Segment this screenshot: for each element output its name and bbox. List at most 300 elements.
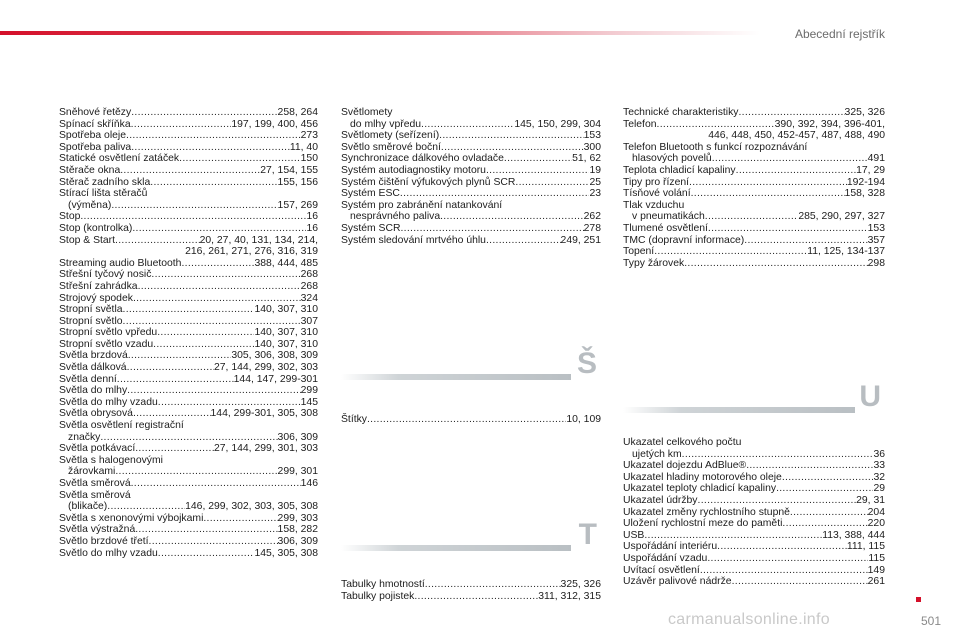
entry-pages: 298	[867, 257, 885, 269]
entry-pages: 155, 156	[277, 176, 318, 188]
dot-leader	[400, 188, 590, 200]
index-entry	[623, 565, 885, 577]
entry-term: Světla obrysová	[59, 408, 133, 420]
watermark: carmanualsonline.info	[668, 611, 830, 628]
entry-term: Stírací lišta stěračů	[59, 188, 148, 200]
entry-term: Streaming audio Bluetooth	[59, 257, 182, 269]
index-entry	[341, 107, 601, 130]
index-entry	[59, 478, 318, 490]
dot-leader	[131, 142, 290, 154]
dot-leader	[133, 293, 301, 305]
entry-term: Světla osvětlení registrační	[59, 420, 184, 432]
entry-pages: 16	[306, 222, 318, 234]
entry-term: Světlo do mlhy vzadu	[59, 547, 158, 559]
entry-term: (blikače)	[68, 501, 108, 513]
index-entry	[623, 235, 885, 247]
page-title: Abecední rejstřík	[794, 27, 885, 41]
index-entry	[59, 223, 318, 235]
entry-term: Telefon Bluetooth s funkcí rozpoznávání	[623, 141, 808, 153]
index-entry	[59, 211, 318, 223]
entry-pages: 33	[873, 460, 885, 472]
section-letter: T	[578, 518, 597, 551]
entry-pages: 268	[300, 280, 318, 292]
entry-term: Štítky	[341, 414, 367, 425]
index-entry	[623, 246, 885, 258]
dot-leader	[657, 119, 775, 131]
index-entry	[59, 316, 318, 328]
index-column-3	[623, 107, 885, 269]
entry-term: (výměna)	[68, 199, 112, 211]
entry-pages: 16	[306, 211, 318, 223]
dot-leader	[133, 408, 211, 420]
entry-pages: 157, 269	[277, 199, 318, 211]
dot-leader	[414, 591, 538, 603]
entry-term: Tabulky pojistek	[341, 590, 415, 602]
entry-pages: 158, 328	[844, 188, 885, 200]
dot-leader	[131, 119, 232, 131]
entry-pages: 158, 282	[277, 524, 318, 536]
dot-leader	[126, 130, 301, 142]
entry-pages: 150	[300, 153, 318, 165]
entry-term: Tabulky hmotností	[341, 579, 425, 590]
entry-pages: 491	[867, 153, 885, 165]
entry-term: Ukazatel celkového počtu	[623, 437, 742, 448]
dot-leader	[135, 524, 277, 536]
entry-term: Ukazatel teploty chladicí kapaliny	[623, 483, 777, 495]
index-entry	[59, 408, 318, 420]
entry-term: Sněhové řetězy	[59, 107, 132, 118]
entry-pages: 261	[867, 576, 885, 588]
index-section-s	[341, 414, 601, 426]
entry-pages: 10, 109	[566, 414, 601, 425]
entry-pages: 268	[300, 269, 318, 281]
dot-leader	[684, 258, 867, 270]
dot-leader	[782, 518, 867, 530]
dot-leader	[149, 536, 278, 548]
entry-pages: 115	[868, 552, 885, 564]
entry-term: Tlumené osvětlení	[623, 222, 708, 234]
entry-term: Stropní světla	[59, 304, 123, 316]
index-entry	[59, 350, 318, 362]
dot-leader	[739, 107, 845, 119]
index-entry	[59, 524, 318, 536]
dot-leader	[736, 165, 856, 177]
dot-leader	[132, 223, 306, 235]
entry-term: Topení	[623, 246, 655, 258]
index-entry	[623, 165, 885, 177]
entry-term: Statické osvětlení zatáček	[59, 153, 180, 165]
entry-pages: 25	[589, 176, 601, 188]
section-divider-t	[341, 518, 601, 558]
index-section-t	[341, 579, 601, 602]
index-entry	[623, 541, 885, 553]
index-entry	[59, 165, 318, 177]
index-entry	[341, 235, 601, 247]
dot-leader	[107, 501, 185, 513]
index-entry	[341, 591, 601, 603]
index-entry	[341, 188, 601, 200]
index-entry	[59, 142, 318, 154]
index-entry	[623, 553, 885, 565]
dot-leader	[115, 466, 277, 478]
index-entry	[59, 177, 318, 189]
entry-term: Světla s xenonovými výbojkami	[59, 512, 204, 524]
index-entry	[59, 258, 318, 270]
dot-leader	[441, 142, 584, 154]
entry-term: Uzávěr palivové nádrže	[623, 576, 732, 588]
entry-term: Systém čištění výfukových plynů SCR	[341, 176, 516, 188]
entry-pages: 153	[583, 130, 601, 142]
index-entry	[623, 472, 885, 484]
entry-term: Spotřeba oleje	[59, 130, 127, 142]
index-entry	[59, 119, 318, 131]
entry-pages: 11, 125, 134-137	[807, 246, 885, 258]
entry-term: Technické charakteristiky	[623, 107, 739, 118]
index-entry	[59, 339, 318, 351]
dot-leader	[111, 200, 277, 212]
dot-leader	[689, 177, 847, 189]
dot-leader	[746, 460, 873, 472]
entry-pages: 305, 306, 308, 309	[231, 350, 318, 362]
index-entry	[623, 223, 885, 235]
index-entry	[59, 281, 318, 293]
entry-pages: 140, 307, 310	[254, 304, 318, 316]
entry-pages: 307	[300, 315, 318, 327]
dot-leader	[115, 235, 200, 247]
index-entry	[623, 460, 885, 472]
dot-leader	[179, 153, 301, 165]
entry-term: Světla s halogenovými	[59, 454, 163, 466]
index-entry	[59, 420, 318, 443]
entry-pages: 140, 307, 310	[254, 338, 318, 350]
index-entry	[341, 130, 601, 142]
index-entry	[623, 200, 885, 223]
dot-leader	[654, 246, 807, 258]
index-entry	[59, 385, 318, 397]
entry-term: Uspořádání vzadu	[623, 552, 708, 564]
entry-pages: 113, 388, 444	[822, 529, 885, 541]
dot-leader	[515, 177, 589, 189]
entry-term: Světla směrová	[59, 489, 131, 501]
entry-pages: 11, 40	[289, 141, 318, 153]
dot-leader	[682, 449, 874, 461]
section-divider-bar	[341, 374, 571, 380]
entry-term: hlasových povelů	[632, 153, 712, 165]
dot-leader	[120, 165, 260, 177]
entry-pages: 299, 301	[277, 466, 318, 478]
entry-term: Stop (kontrolka)	[59, 222, 133, 234]
dot-leader	[776, 483, 873, 495]
index-entry	[59, 304, 318, 316]
dot-leader	[691, 188, 845, 200]
entry-pages: 20, 27, 40, 131, 134, 214,	[199, 234, 318, 246]
index-entry	[59, 362, 318, 374]
entry-term: Systém autodiagnostiky motoru	[341, 164, 486, 176]
dot-leader	[181, 258, 254, 270]
entry-pages: 36	[873, 448, 885, 460]
entry-term: Synchronizace dálkového ovladače	[341, 153, 504, 165]
index-entry	[623, 507, 885, 519]
entry-pages: 325, 326	[560, 579, 601, 590]
dot-leader	[151, 269, 300, 281]
entry-term: značky	[68, 431, 101, 443]
entry-term: Světla do mlhy vzadu	[59, 396, 158, 408]
section-divider-bar	[623, 407, 855, 413]
entry-pages: 29, 31	[856, 494, 885, 506]
entry-term: Stěrač zadního skla	[59, 176, 151, 188]
entry-pages: 144, 299-301, 305, 308	[210, 408, 318, 420]
dot-leader	[708, 223, 868, 235]
entry-term: Ukazatel dojezdu AdBlue®	[623, 460, 747, 472]
index-column-2	[341, 107, 601, 246]
index-entry	[341, 414, 601, 426]
entry-pages: 299	[300, 385, 318, 397]
dot-leader	[80, 211, 306, 223]
index-entry	[623, 530, 885, 542]
page-number: 501	[921, 614, 942, 628]
entry-term: v pneumatikách	[632, 211, 705, 223]
dot-leader	[732, 576, 868, 588]
dot-leader	[705, 211, 799, 223]
dot-leader	[153, 339, 254, 351]
index-entry	[623, 518, 885, 530]
entry-pages: 390, 392, 394, 396-401,	[774, 118, 885, 130]
index-entry	[341, 142, 601, 154]
entry-term: Spotřeba paliva	[59, 141, 132, 153]
index-entry	[59, 443, 318, 455]
dot-leader	[158, 548, 255, 560]
dot-leader	[782, 472, 874, 484]
page-marker	[916, 597, 921, 602]
entry-term: Uvítací osvětlení	[623, 564, 700, 576]
entry-pages: 146	[300, 478, 318, 489]
entry-pages: 311, 312, 315	[538, 590, 601, 602]
entry-term: Střešní tyčový nosič	[59, 269, 152, 281]
entry-term: Tlak vzduchu	[623, 199, 685, 211]
dot-leader	[717, 541, 847, 553]
entry-term: Stropní světlo	[59, 315, 123, 327]
entry-pages: 149	[867, 564, 885, 576]
section-letter: Š	[576, 347, 597, 380]
index-entry	[59, 235, 318, 258]
dot-leader	[128, 350, 232, 362]
index-column-1	[59, 107, 318, 559]
entry-pages: 146, 299, 302, 303, 305, 308	[185, 501, 318, 513]
entry-term: Systém SCR	[341, 222, 401, 234]
entry-pages: 192-194	[846, 176, 885, 188]
index-entry	[59, 536, 318, 548]
entry-term: Střešní zahrádka	[59, 280, 138, 292]
dot-leader	[131, 107, 277, 119]
entry-term: Stěrače okna	[59, 164, 121, 176]
entry-term: ujetých km	[632, 448, 682, 460]
entry-term: Světla denní	[59, 373, 117, 385]
entry-pages: 258, 264	[277, 107, 318, 118]
entry-term: Teplota chladicí kapaliny	[623, 164, 736, 176]
entry-term: Světlomety (seřízení)	[341, 130, 440, 142]
entry-pages: 262	[583, 211, 601, 223]
dot-leader	[127, 385, 301, 397]
entry-term: Uložení rychlostní meze do paměti	[623, 518, 783, 530]
index-entry	[623, 483, 885, 495]
entry-term: nesprávného paliva	[350, 211, 441, 223]
index-entry	[341, 153, 601, 165]
entry-pages: 249, 251	[560, 234, 601, 246]
dot-leader	[698, 495, 857, 507]
entry-pages: 300	[583, 141, 601, 153]
entry-term: Světla výstražná	[59, 524, 136, 536]
dot-leader	[127, 362, 214, 374]
entry-term: Světla směrová	[59, 478, 131, 489]
entry-term: Stop & Start	[59, 234, 116, 246]
entry-pages: 32	[873, 471, 885, 483]
index-entry	[59, 490, 318, 513]
index-entry	[623, 495, 885, 507]
section-divider-bar	[341, 545, 571, 551]
entry-pages: 17, 29	[856, 164, 885, 176]
entry-term: žárovkami	[68, 466, 116, 478]
dot-leader	[504, 153, 572, 165]
entry-pages: 145	[300, 396, 318, 408]
entry-pages: 306, 309	[277, 431, 318, 443]
index-entry	[623, 576, 885, 588]
entry-pages: 220	[867, 518, 885, 530]
index-entry	[59, 513, 318, 525]
entry-pages: 197, 199, 400, 456	[231, 118, 318, 130]
entry-term: Světla brzdová	[59, 350, 128, 362]
entry-pages: 388, 444, 485	[254, 257, 318, 269]
dot-leader	[421, 119, 514, 131]
entry-pages: 278	[583, 222, 601, 234]
entry-pages: 27, 154, 155	[260, 164, 318, 176]
entry-pages: 145, 305, 308	[254, 547, 318, 559]
entry-pages: 446, 448, 450, 452-457, 487, 488, 490	[708, 130, 885, 142]
entry-pages: 324	[300, 292, 318, 304]
index-entry	[59, 153, 318, 165]
entry-pages: 285, 290, 297, 327	[798, 211, 885, 223]
index-entry	[59, 327, 318, 339]
dot-leader	[712, 153, 868, 165]
dot-leader	[744, 235, 867, 247]
entry-pages: 23	[589, 188, 601, 200]
entry-term: Uspořádání interiéru	[623, 541, 718, 553]
index-entry	[59, 374, 318, 386]
entry-term: Telefon	[623, 118, 657, 130]
dot-leader	[158, 397, 301, 409]
entry-term: Světla dálková	[59, 362, 127, 374]
dot-leader	[138, 281, 301, 293]
dot-leader	[117, 374, 234, 386]
index-entry	[341, 579, 601, 591]
index-entry	[623, 177, 885, 189]
entry-term: Systém sledování mrtvého úhlu	[341, 234, 486, 246]
dot-leader	[486, 235, 561, 247]
index-entry	[341, 223, 601, 235]
entry-term: Ukazatel údržby	[623, 494, 698, 506]
entry-pages: 153	[867, 222, 885, 234]
entry-term: Systém ESC	[341, 188, 400, 200]
entry-term: do mlhy vpředu	[350, 118, 422, 130]
entry-pages: 306, 309	[277, 535, 318, 547]
index-entry	[623, 258, 885, 270]
section-divider-u	[623, 380, 885, 420]
header-red-bar	[0, 31, 760, 35]
entry-term: Tísňové volání	[623, 188, 691, 200]
index-entry	[59, 397, 318, 409]
index-entry	[341, 177, 601, 189]
entry-pages: 19	[589, 164, 601, 176]
entry-term: Stropní světlo vzadu	[59, 338, 154, 350]
dot-leader	[123, 316, 301, 328]
index-entry	[59, 269, 318, 281]
entry-pages: 27, 144, 299, 302, 303	[214, 362, 318, 374]
entry-term: Stop	[59, 211, 81, 223]
index-entry	[341, 165, 601, 177]
entry-pages: 299, 303	[277, 512, 318, 524]
entry-pages: 204	[867, 506, 885, 518]
dot-leader	[707, 553, 868, 565]
dot-leader	[367, 414, 566, 426]
dot-leader	[439, 130, 583, 142]
entry-term: Spínací skříňka	[59, 118, 131, 130]
index-section-u	[623, 437, 885, 588]
index-entry	[59, 107, 318, 119]
entry-term: Světlo brzdové třetí	[59, 535, 149, 547]
entry-pages: 357	[867, 234, 885, 246]
entry-pages: 145, 150, 299, 304	[514, 118, 601, 130]
dot-leader	[135, 443, 214, 455]
dot-leader	[644, 530, 822, 542]
entry-pages: 27, 144, 299, 301, 303	[214, 443, 318, 455]
entry-term: USB	[623, 529, 645, 541]
entry-term: Stropní světlo vpředu	[59, 327, 158, 339]
index-entry	[59, 293, 318, 305]
entry-term: Světla potkávací	[59, 443, 136, 455]
entry-term: Světlo směrové boční	[341, 141, 441, 153]
entry-pages: 111, 115	[846, 541, 885, 553]
entry-term: TMC (dopravní informace)	[623, 234, 745, 246]
index-entry	[623, 107, 885, 119]
entry-term: Ukazatel změny rychlostního stupně	[623, 506, 790, 518]
dot-leader	[100, 432, 277, 444]
dot-leader	[440, 211, 584, 223]
dot-leader	[425, 579, 561, 591]
dot-leader	[203, 513, 277, 525]
entry-pages: 216, 261, 271, 276, 316, 319	[185, 246, 318, 258]
entry-pages: 29	[873, 483, 885, 495]
entry-term: Systém pro zabránění natankování	[341, 199, 503, 211]
entry-pages: 273	[300, 130, 318, 142]
entry-term: Tipy pro řízení	[623, 176, 690, 188]
section-divider-s	[341, 347, 601, 387]
entry-pages: 144, 147, 299-301	[233, 373, 318, 385]
section-letter: U	[859, 380, 881, 413]
entry-term: Ukazatel hladiny motorového oleje	[623, 471, 782, 483]
index-entry	[623, 437, 885, 460]
dot-leader	[123, 304, 255, 316]
dot-leader	[400, 223, 583, 235]
index-entry	[59, 130, 318, 142]
entry-term: Světla do mlhy	[59, 385, 128, 397]
entry-pages: 140, 307, 310	[254, 327, 318, 339]
dot-leader	[157, 327, 254, 339]
dot-leader	[700, 565, 868, 577]
index-entry	[623, 142, 885, 165]
index-entry	[59, 188, 318, 211]
dot-leader	[131, 478, 301, 490]
index-entry	[59, 455, 318, 478]
dot-leader	[790, 507, 868, 519]
